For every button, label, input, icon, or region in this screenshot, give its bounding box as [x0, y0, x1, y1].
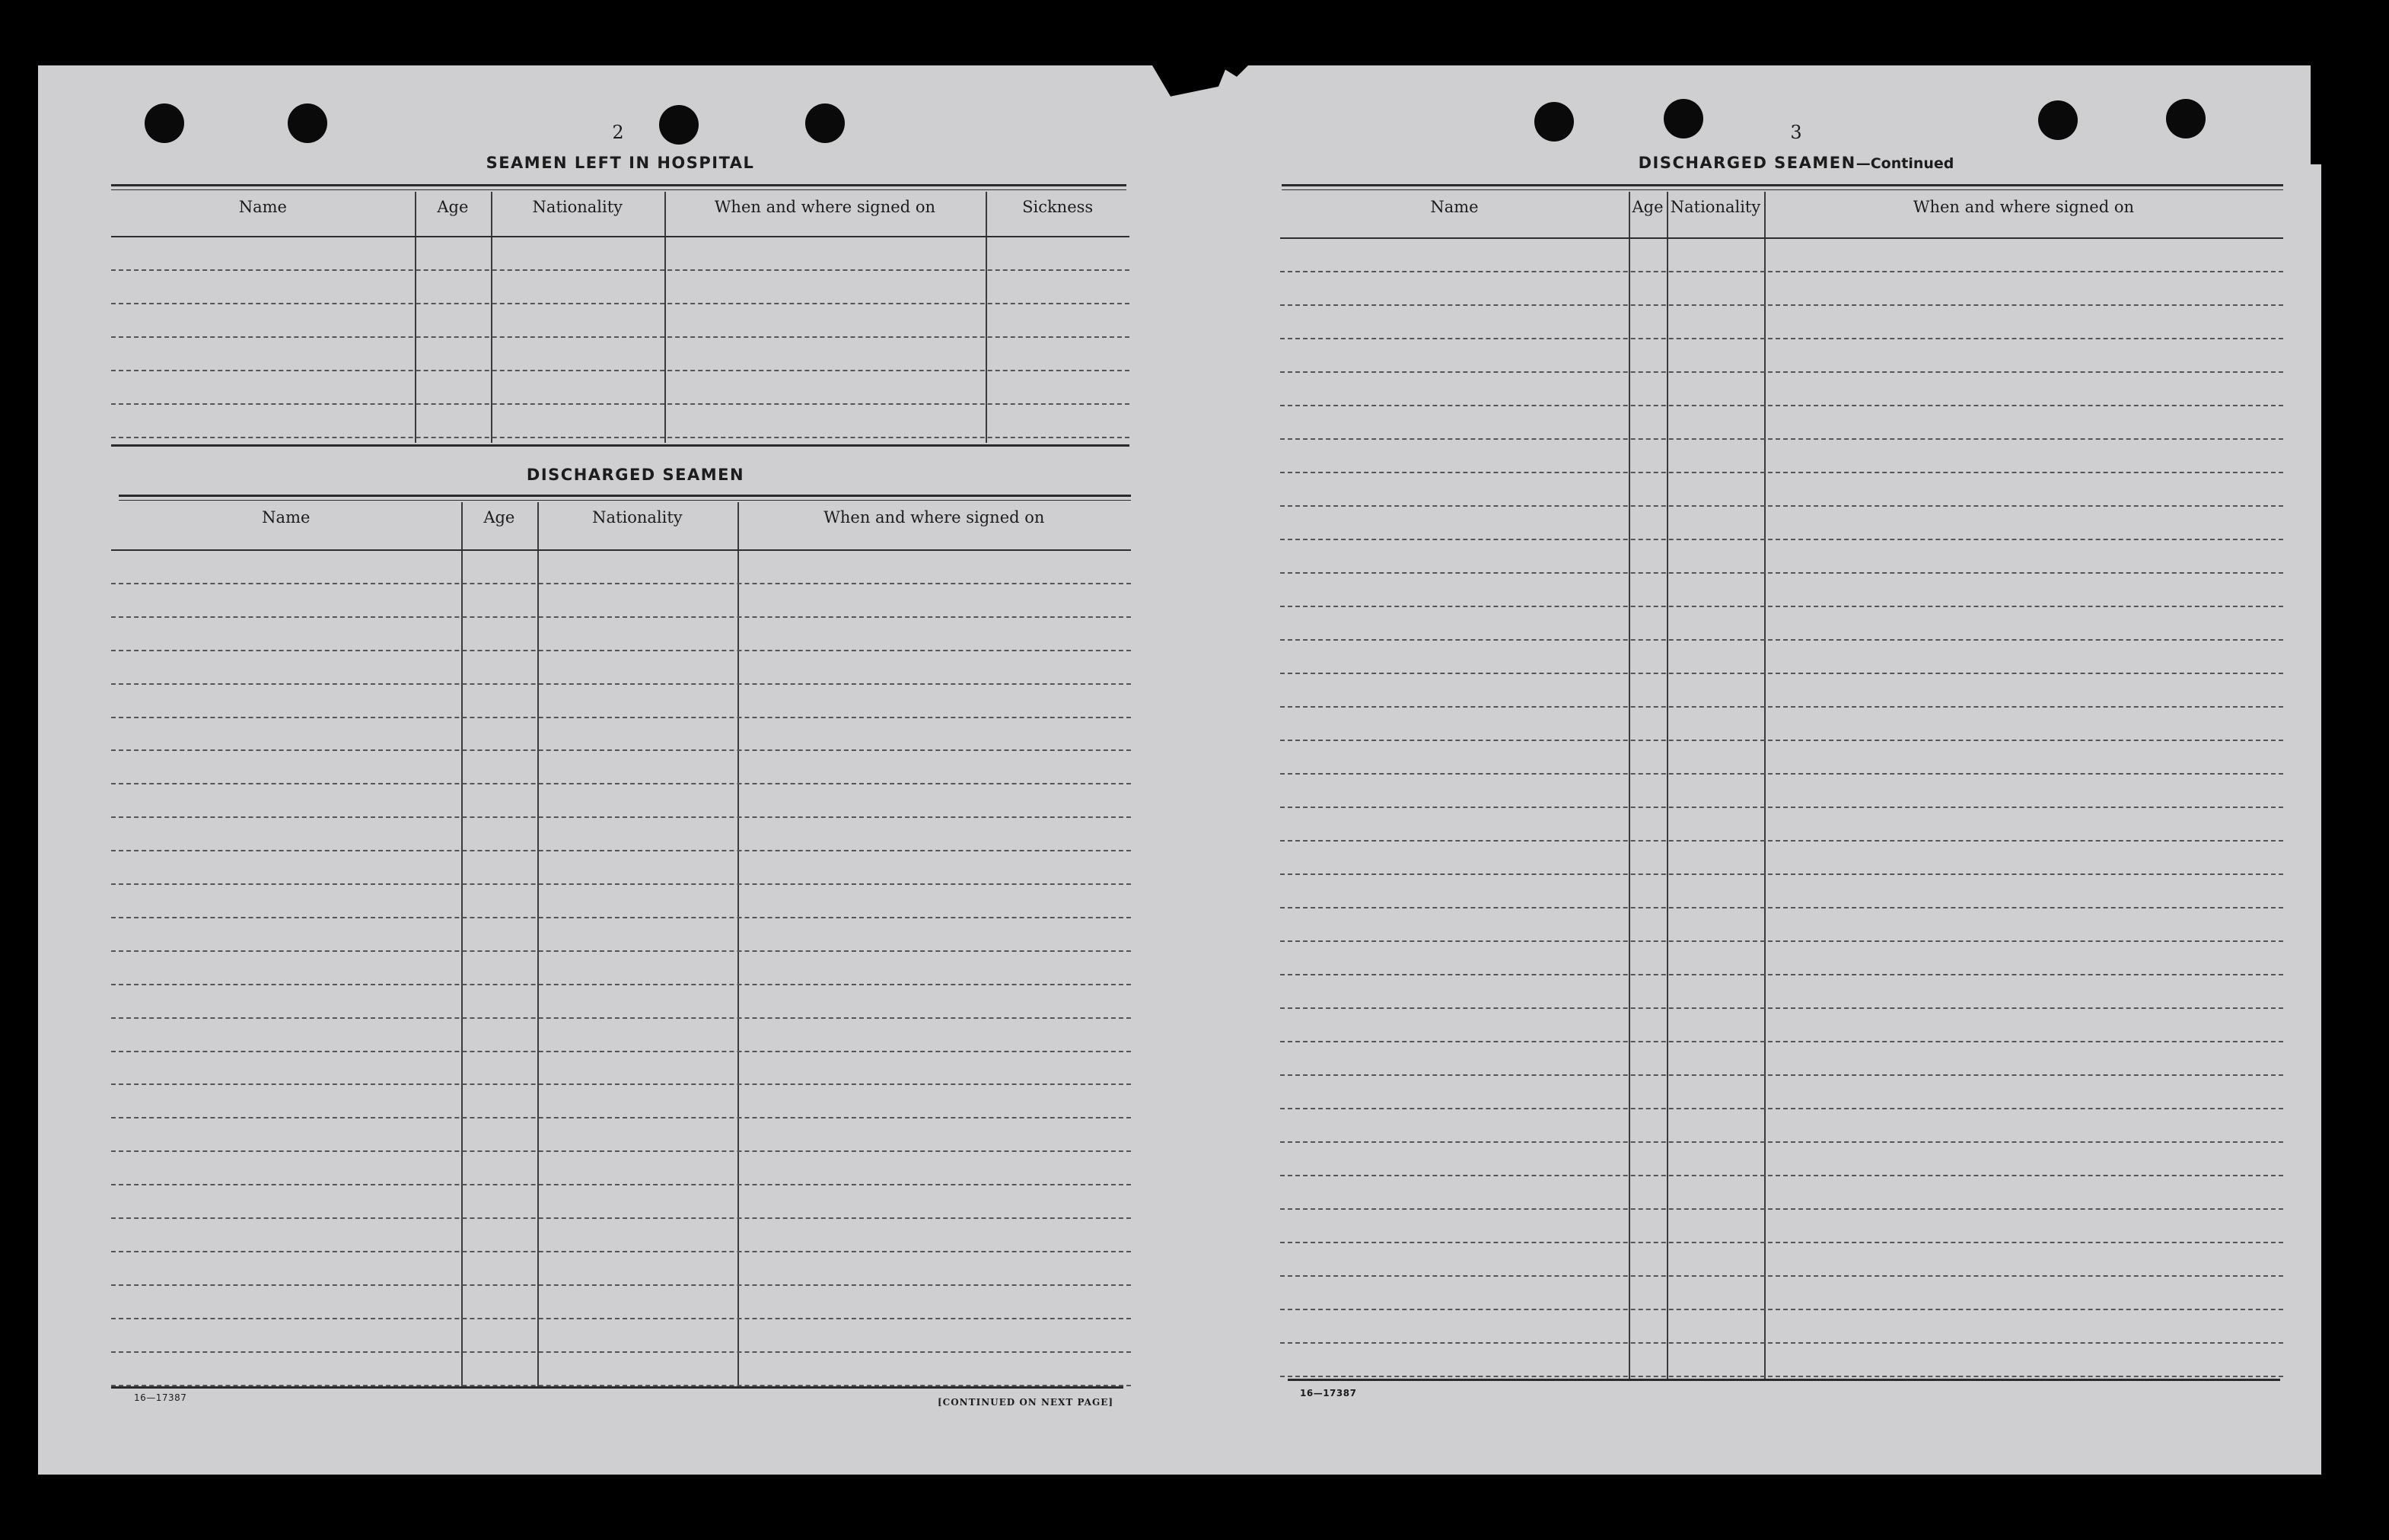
continued-entry-row[interactable]	[1280, 572, 2283, 574]
continued-entry-row[interactable]	[1280, 1041, 2283, 1042]
continued-column-divider	[1764, 192, 1766, 1379]
hospital-header-age: Age	[437, 198, 469, 216]
discharged-column-divider	[737, 502, 739, 1386]
binder-hole-icon	[288, 103, 327, 143]
continued-entry-row[interactable]	[1280, 706, 2283, 708]
hospital-column-divider	[491, 192, 492, 443]
discharged-entry-row[interactable]	[111, 1051, 1131, 1052]
continued-entry-row[interactable]	[1280, 673, 2283, 674]
binder-hole-icon	[1534, 102, 1574, 142]
discharged-entry-row[interactable]	[111, 984, 1131, 985]
continued-entry-row[interactable]	[1280, 807, 2283, 808]
continued-entry-row[interactable]	[1280, 304, 2283, 306]
discharged-continued-table	[1280, 192, 2283, 1379]
continued-title-rule	[1282, 184, 2283, 190]
discharged-entry-row[interactable]	[111, 683, 1131, 685]
hospital-column-divider	[986, 192, 987, 443]
continued-entry-row[interactable]	[1280, 1007, 2283, 1009]
discharged-column-divider	[461, 502, 463, 1386]
discharged-continued-title	[1553, 154, 2040, 172]
discharged-entry-row[interactable]	[111, 1217, 1131, 1219]
discharged-continued-title-main: DISCHARGED SEAMEN	[1638, 154, 1856, 172]
binder-hole-icon	[1664, 99, 1703, 138]
continued-entry-row[interactable]	[1280, 1175, 2283, 1176]
binder-hole-icon	[805, 103, 845, 143]
hospital-table	[111, 192, 1129, 443]
continued-header-age: Age	[1632, 198, 1664, 216]
continued-entry-row[interactable]	[1280, 371, 2283, 373]
continued-header-nationality: Nationality	[1670, 198, 1761, 216]
discharged-entry-row[interactable]	[111, 1083, 1131, 1085]
continued-entry-row[interactable]	[1280, 1242, 2283, 1243]
discharged-entry-row[interactable]	[111, 1251, 1131, 1252]
discharged-header-age: Age	[483, 508, 515, 527]
hospital-column-divider	[415, 192, 416, 443]
hospital-header-when-and-where-signed-on: When and where signed on	[714, 198, 935, 216]
discharged-entry-row[interactable]	[111, 783, 1131, 784]
continued-entry-row[interactable]	[1280, 1342, 2283, 1344]
page-number-left: 2	[612, 122, 624, 143]
continued-entry-row[interactable]	[1280, 271, 2283, 272]
discharged-entry-row[interactable]	[111, 650, 1131, 651]
hospital-entry-row[interactable]	[111, 303, 1129, 304]
discharged-entry-row[interactable]	[111, 616, 1131, 618]
continued-entry-row[interactable]	[1280, 606, 2283, 607]
continued-entry-row[interactable]	[1280, 505, 2283, 507]
hospital-entry-row[interactable]	[111, 370, 1129, 371]
continued-entry-row[interactable]	[1280, 1141, 2283, 1143]
continued-entry-row[interactable]	[1280, 1074, 2283, 1076]
hospital-entry-row[interactable]	[111, 336, 1129, 338]
discharged-header-name: Name	[262, 508, 311, 527]
continued-entry-row[interactable]	[1280, 1208, 2283, 1210]
hospital-entry-row[interactable]	[111, 437, 1129, 438]
discharged-entry-row[interactable]	[111, 1284, 1131, 1286]
discharged-entry-row[interactable]	[111, 1017, 1131, 1019]
continued-entry-row[interactable]	[1280, 940, 2283, 942]
discharged-column-divider	[537, 502, 539, 1386]
discharged-table	[111, 502, 1131, 1386]
form-code-left: 16—17387	[134, 1392, 187, 1403]
hospital-entry-row[interactable]	[111, 269, 1129, 271]
hospital-title-rule	[111, 184, 1126, 190]
continued-entry-row[interactable]	[1280, 1309, 2283, 1310]
continued-entry-row[interactable]	[1280, 740, 2283, 741]
discharged-entry-row[interactable]	[111, 816, 1131, 818]
continued-entry-row[interactable]	[1280, 974, 2283, 975]
continued-entry-row[interactable]	[1280, 539, 2283, 540]
binder-hole-icon	[2038, 100, 2078, 140]
continued-suffix: —Continued	[1855, 155, 1954, 172]
discharged-section-title: DISCHARGED SEAMEN	[526, 466, 745, 484]
continued-entry-row[interactable]	[1280, 773, 2283, 775]
discharged-entry-row[interactable]	[111, 1117, 1131, 1118]
continued-column-divider	[1629, 192, 1630, 1379]
binder-hole-icon	[145, 103, 184, 143]
hospital-column-divider	[664, 192, 666, 443]
discharged-entry-row[interactable]	[111, 583, 1131, 584]
discharged-entry-row[interactable]	[111, 717, 1131, 718]
continued-entry-row[interactable]	[1280, 1376, 2283, 1377]
hospital-bottom-rule	[111, 444, 1129, 447]
continued-entry-row[interactable]	[1280, 405, 2283, 406]
continued-entry-row[interactable]	[1280, 438, 2283, 440]
hospital-entry-row[interactable]	[111, 403, 1129, 405]
continued-entry-row[interactable]	[1280, 873, 2283, 875]
continued-column-divider	[1667, 192, 1668, 1379]
discharged-header-when-and-where-signed-on: When and where signed on	[823, 508, 1045, 527]
discharged-entry-row[interactable]	[111, 850, 1131, 851]
continued-entry-row[interactable]	[1280, 1275, 2283, 1277]
continued-header-when-and-where-signed-on: When and where signed on	[1913, 198, 2135, 216]
discharged-header-rule	[111, 549, 1131, 551]
hospital-header-nationality: Nationality	[532, 198, 623, 216]
discharged-header-nationality: Nationality	[592, 508, 683, 527]
hospital-header-rule	[111, 236, 1129, 237]
form-code-right: 16—17387	[1300, 1388, 1357, 1398]
continued-header-name: Name	[1430, 198, 1479, 216]
hospital-section-title: SEAMEN LEFT IN HOSPITAL	[486, 154, 755, 172]
continued-entry-row[interactable]	[1280, 1108, 2283, 1109]
continued-bottom-rule	[1288, 1379, 2280, 1381]
discharged-bottom-rule	[111, 1386, 1123, 1389]
discharged-entry-row[interactable]	[111, 917, 1131, 918]
discharged-entry-row[interactable]	[111, 1150, 1131, 1152]
discharged-entry-row[interactable]	[111, 749, 1131, 751]
hospital-header-name: Name	[238, 198, 287, 216]
discharged-entry-row[interactable]	[111, 1184, 1131, 1185]
hospital-header-sickness: Sickness	[1022, 198, 1094, 216]
continued-entry-row[interactable]	[1280, 472, 2283, 473]
continued-entry-row[interactable]	[1280, 639, 2283, 641]
continued-entry-row[interactable]	[1280, 338, 2283, 339]
continued-entry-row[interactable]	[1280, 840, 2283, 842]
page-number-right: 3	[1790, 122, 1802, 143]
discharged-entry-row[interactable]	[111, 883, 1131, 885]
continued-note: [CONTINUED ON NEXT PAGE]	[938, 1397, 1114, 1408]
binder-hole-icon	[659, 105, 699, 145]
discharged-entry-row[interactable]	[111, 1351, 1131, 1353]
torn-edge	[2311, 65, 2324, 164]
binder-hole-icon	[2166, 99, 2206, 138]
continued-header-rule	[1280, 237, 2283, 239]
discharged-entry-row[interactable]	[111, 950, 1131, 952]
discharged-entry-row[interactable]	[111, 1318, 1131, 1319]
continued-entry-row[interactable]	[1280, 907, 2283, 908]
discharged-title-rule	[119, 495, 1131, 501]
